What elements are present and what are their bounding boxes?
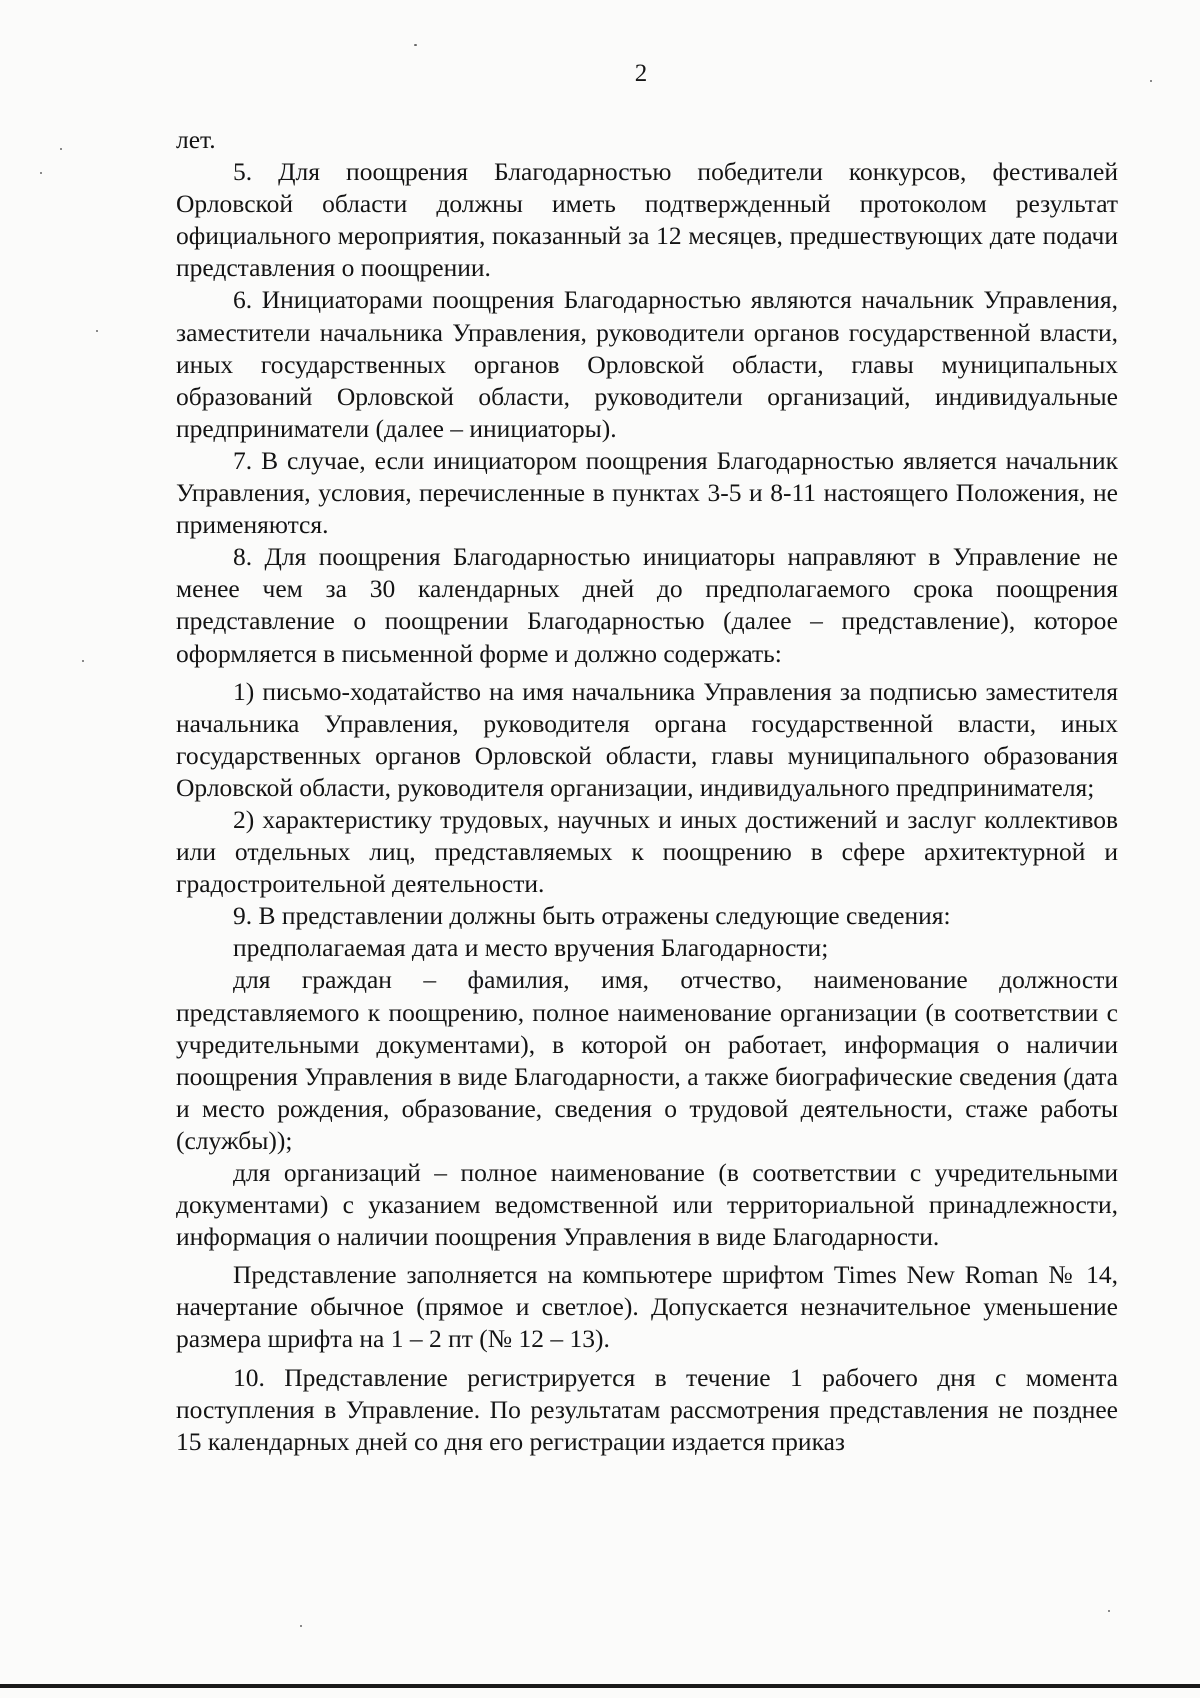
paragraph-item-7: 7. В случае, если инициатором поощрения Благодарностью является начальник Управления, условия, перечисленные в пунктах 3-5 и 8-11 настоящего Положения, не применяются. [176,445,1118,540]
paragraph-item-10: 10. Представление регистрируется в течение 1 рабочего дня с момента поступления в Управление. По результатам рассмотрения представления не позднее 15 календарных дней со дня его регистрации издается приказ [176,1362,1118,1456]
paragraph-item-6: 6. Инициаторами поощрения Благодарностью являются начальник Управления, заместители начальника Управления, руководители органов государственной власти, иных государственных органов Орловской области, главы муниципальных образований Орловской области, руководители организаций, индивидуальные предприниматели (далее – инициаторы). [176,285,1118,443]
paragraph-item-9-date: предполагаемая дата и место вручения Благодарности; [233,933,829,963]
bottom-scan-border [0,1684,1200,1688]
scan-speck [82,660,84,662]
paragraph-item-9-citizens: для граждан – фамилия, имя, отчество, наименование должности представляемого к поощрению, полное наименование организации (в соответствии с учредительными документами), в которой он работает, информация о наличии поощрения Управления в виде Благодарности, а также биографические сведения (дата и место рождения, образование, сведения о трудовой деятельности, стаже работы (службы)); [176,965,1118,1155]
scan-speck [96,330,98,332]
scan-speck [414,44,417,46]
paragraph-item-9-organizations: для организаций – полное наименование (в соответствии с учредительными документами) с указанием ведомственной или территориальной принадлежности, информация о наличии поощрения Управления в виде Благодарности. [176,1158,1118,1252]
paragraph-continuation: лет. [176,125,216,154]
page-number: 2 [634,60,648,87]
paragraph-subitem-2: 2) характеристику трудовых, научных и иных достижений и заслуг коллективов или отдельных лиц, представляемых к поощрению в сфере архитектурной и градостроительной деятельности. [176,804,1118,899]
paragraph-item-5: 5. Для поощрения Благодарностью победители конкурсов, фестивалей Орловской области должны иметь подтвержденный протоколом результат официального мероприятия, показанный за 12 месяцев, предшествующих дате подачи представления о поощрении. [176,157,1118,283]
scan-speck [1150,80,1152,82]
document-body [176,124,1118,1458]
paragraph-font-requirements: Представление заполняется на компьютере шрифтом Times New Roman № 14, начертание обычное (прямое и светлое). Допускается незначительное уменьшение размера шрифта на 1 – 2 пт (№ 12 – 13). [176,1260,1118,1354]
scan-speck [1108,1610,1110,1612]
scan-speck [40,172,42,174]
scan-speck [300,1625,302,1627]
scan-speck [60,148,62,150]
paragraph-subitem-1: 1) письмо-ходатайство на имя начальника Управления за подписью заместителя начальника Управления, руководителя органа государственной власти, иных государственных органов Орловской области, главы муниципального образования Орловской области, руководителя организации, индивидуального предпринимателя; [176,676,1118,802]
paragraph-item-8: 8. Для поощрения Благодарностью инициаторы направляют в Управление не менее чем за 30 календарных дней до предполагаемого срока поощрения представление о поощрении Благодарностью (далее – представление), которое оформляется в письменной форме и должно содержать: [176,542,1118,668]
paragraph-item-9: 9. В представлении должны быть отражены следующие сведения: [233,901,951,931]
